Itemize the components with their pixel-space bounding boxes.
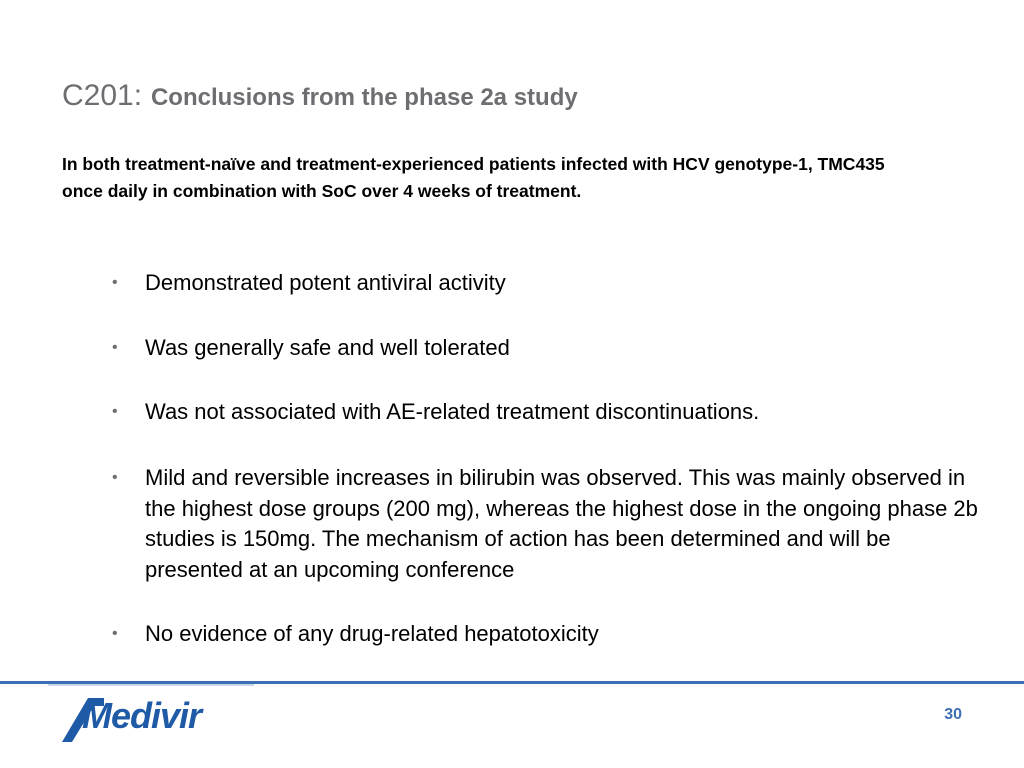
- bullet-marker: •: [112, 625, 118, 642]
- bullet-marker: •: [112, 274, 118, 291]
- bullet-item: [112, 333, 992, 364]
- medivir-logo: [58, 688, 238, 746]
- bullet-item: [112, 397, 992, 428]
- bullet-marker: •: [112, 469, 118, 486]
- bullet-text: No evidence of any drug-related hepatotoxicity: [145, 621, 599, 646]
- intro-paragraph: In both treatment-naïve and treatment-experienced patients infected with HCV genotype-1, TMC435 once daily in combination with SoC over 4 weeks of treatment.: [62, 154, 885, 201]
- bullet-item: [112, 268, 992, 299]
- bullet-item: [112, 619, 992, 650]
- bullet-item: [112, 463, 992, 585]
- bullet-marker: •: [112, 339, 118, 356]
- bullet-text: Was not associated with AE-related treatment discontinuations.: [145, 399, 760, 424]
- bullet-text: Demonstrated potent antiviral activity: [145, 270, 506, 295]
- bullet-text: Mild and reversible increases in bilirubin was observed. This was mainly observed in the highest dose groups (200 mg), whereas the highest dose in the ongoing phase 2b studies is 150mg. The mechanism of action has been determined and will be presented at an upcoming conference: [145, 465, 978, 582]
- title-code: C201:: [62, 79, 143, 112]
- title-subtitle: Conclusions from the phase 2a study: [150, 84, 578, 111]
- bullet-marker: •: [112, 403, 118, 420]
- bullet-text: Was generally safe and well tolerated: [145, 335, 510, 360]
- slide-title: [62, 76, 578, 113]
- page-number: 30: [944, 706, 962, 723]
- footer-divider-accent: [48, 684, 254, 686]
- logo-wordmark: Medivir: [82, 695, 202, 736]
